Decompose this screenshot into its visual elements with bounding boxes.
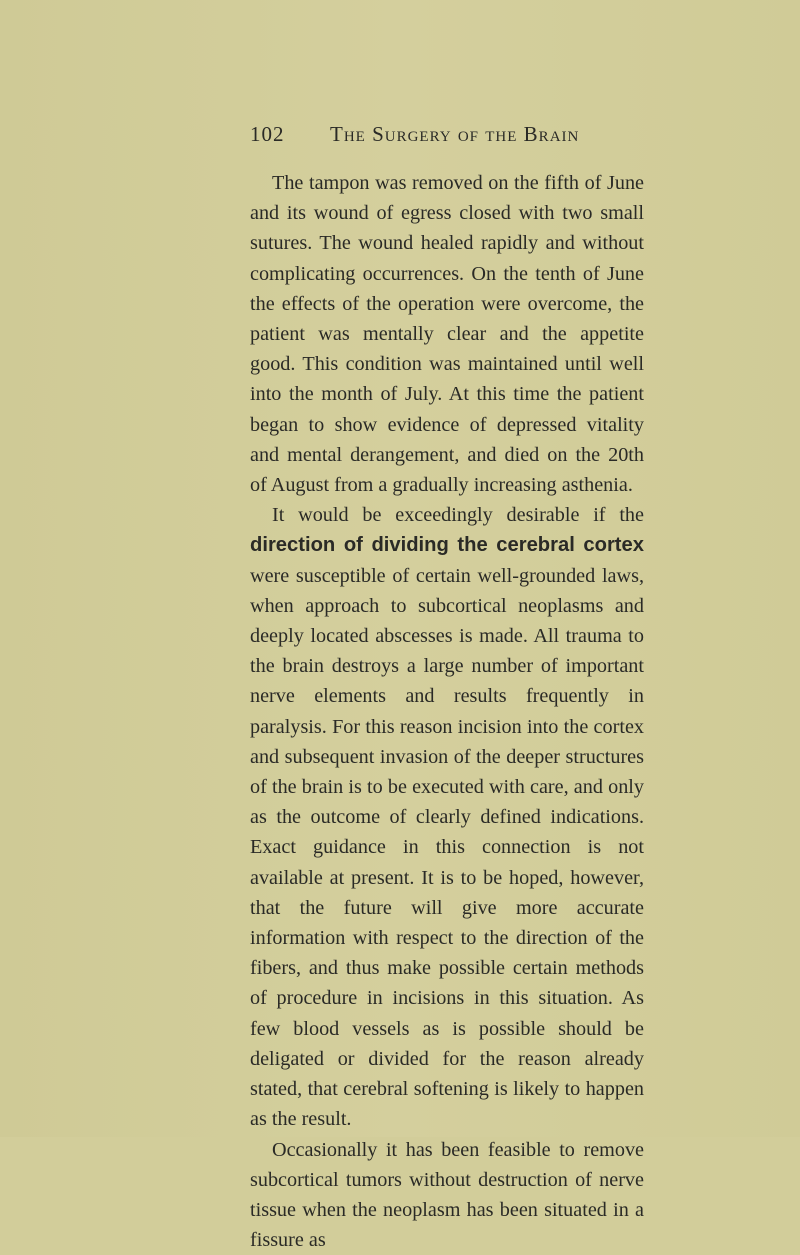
paragraph-2-rest: were susceptible of certain well-grounded laws, when approach to subcortical neoplasms and deeply located abscesses is made. All trauma to the brain destroys a large number of important nerve elements and results frequently in paralysis. For this reason incision into the cortex and subsequent invasion of the deeper structures of the brain is to be executed with care, and only as the outcome of clearly defined indications. Exact guidance in this connection is not available at present. It is to be hoped, however, that the future will give more accurate information with respect to the direction of the fibers, and thus make possible certain methods of procedure in incisions in this situation. As few blood vessels as is possible should be deligated or divided for the reason already stated, that cerebral softening is likely to happen as the result.	[250, 565, 644, 1131]
bold-phrase: direction of dividing the cerebral cortex	[250, 534, 644, 556]
paragraph-2-start: It would be exceedingly desirable if the	[272, 504, 644, 526]
page-number: 102	[250, 122, 285, 147]
paragraph-2	[250, 500, 644, 1134]
paragraph-3: Occasionally it has been feasible to remove subcortical tumors without destruction of nerve tissue when the neoplasm has been situated in a fissure as	[250, 1135, 644, 1255]
running-title: The Surgery of the Brain	[330, 122, 579, 147]
paragraph-1: The tampon was removed on the fifth of June and its wound of egress closed with two small sutures. The wound healed rapidly and without complicating occurrences. On the tenth of June the effects of the operation were overcome, the patient was mentally clear and the appetite good. This condition was maintained until well into the month of July. At this time the patient began to show evidence of depressed vitality and mental derangement, and died on the 20th of August from a gradually increasing asthenia.	[250, 168, 644, 500]
body-text	[250, 168, 644, 1255]
